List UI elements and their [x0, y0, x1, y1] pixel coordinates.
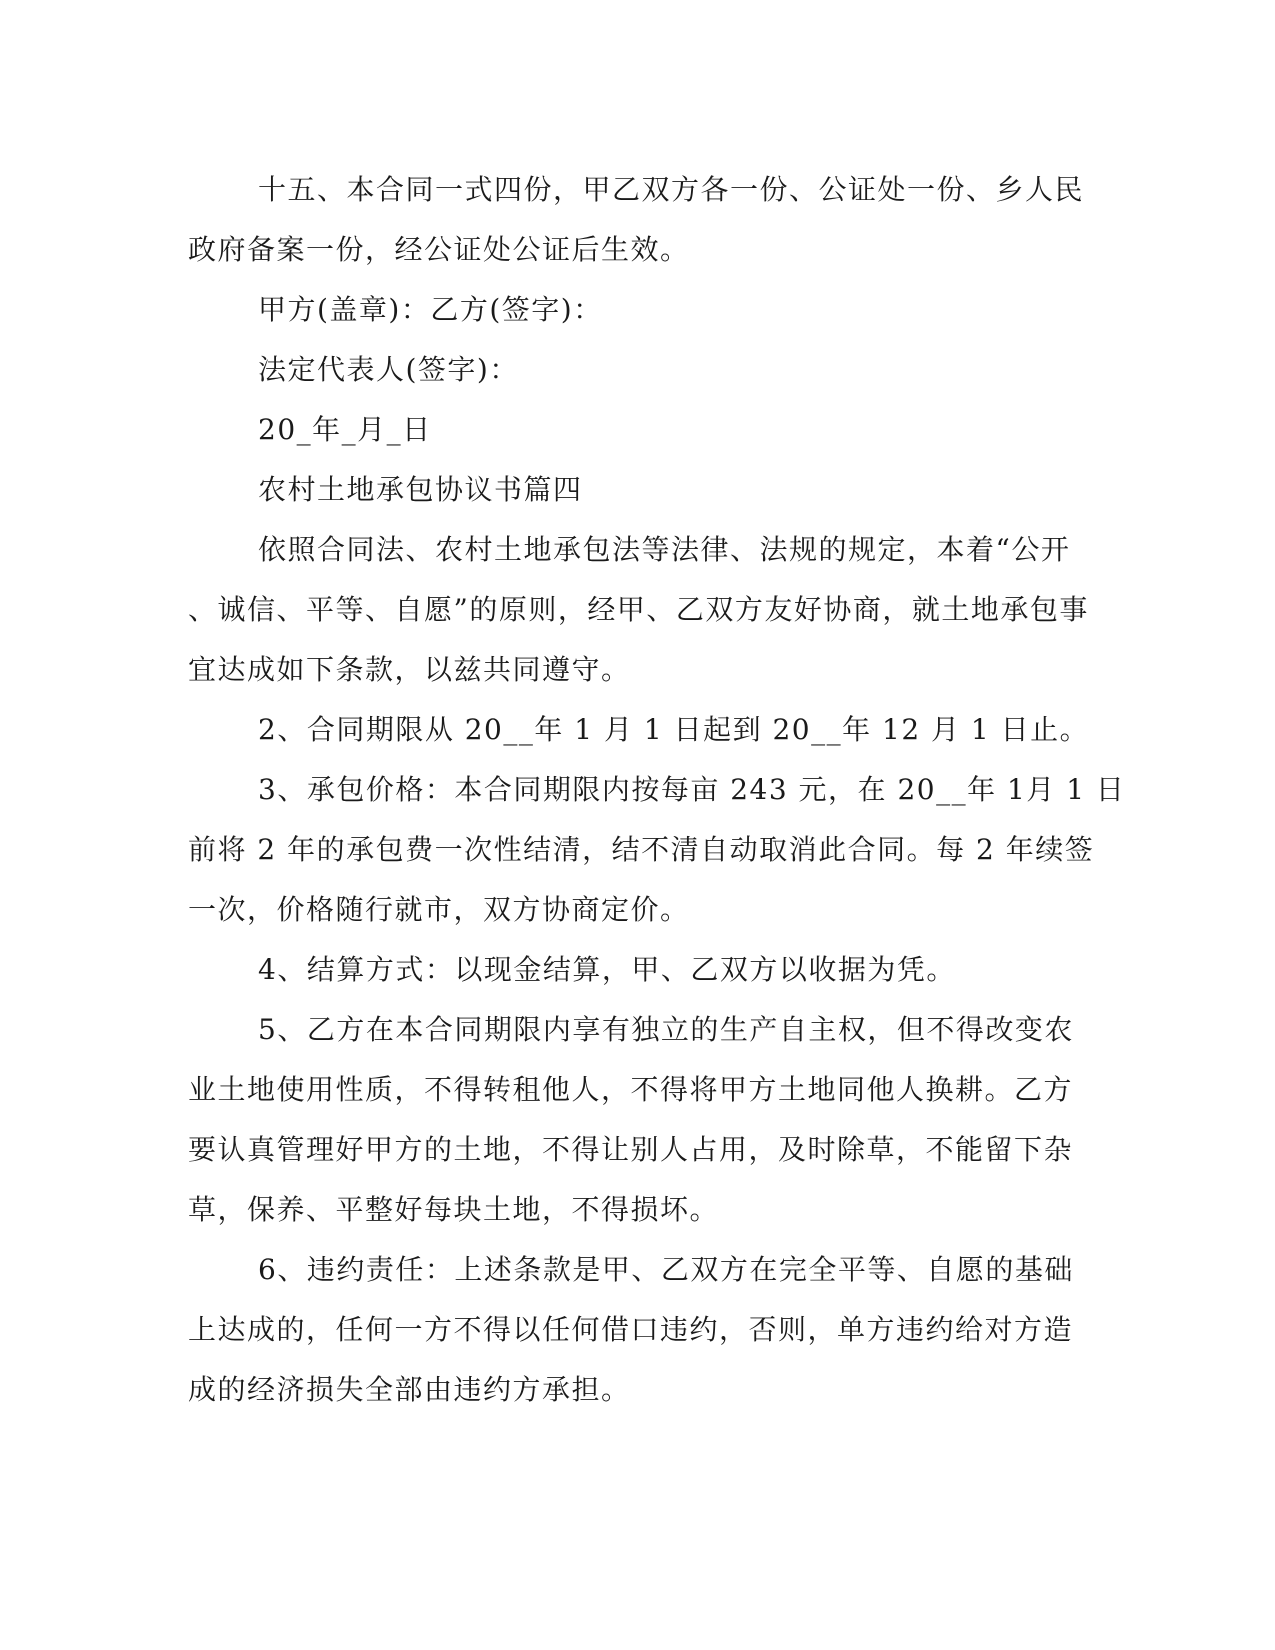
text-line: 前将 2 年的承包费一次性结清，结不清自动取消此合同。每 2 年续签 [188, 833, 1095, 866]
clause-3: 3、承包价格：本合同期限内按每亩 243 元，在 20__年 1月 1 日 [258, 773, 1126, 806]
text-line: 、诚信、平等、自愿”的原则，经甲、乙双方友好协商，就土地承包事 [188, 593, 1089, 626]
section-heading: 农村土地承包协议书篇四 [258, 473, 583, 506]
signature-line-representative: 法定代表人(签字)： [258, 353, 519, 386]
clause-5: 5、乙方在本合同期限内享有独立的生产自主权，但不得改变农 [258, 1013, 1074, 1046]
clause-4: 4、结算方式：以现金结算，甲、乙双方以收据为凭。 [258, 953, 956, 986]
text-line: 草，保养、平整好每块土地，不得损坏。 [188, 1193, 720, 1226]
clause-6: 6、违约责任：上述条款是甲、乙双方在完全平等、自愿的基础 [258, 1253, 1074, 1286]
text-line: 要认真管理好甲方的土地，不得让别人占用，及时除草，不能留下杂 [188, 1133, 1074, 1166]
document-body [188, 160, 1126, 1420]
text-line: 宜达成如下条款，以兹共同遵守。 [188, 653, 631, 686]
text-line: 十五、本合同一式四份，甲乙双方各一份、公证处一份、乡人民 [258, 173, 1085, 206]
signature-line-parties: 甲方(盖章)：乙方(签字)： [258, 293, 603, 326]
text-line: 成的经济损失全部由违约方承担。 [188, 1373, 631, 1406]
text-line: 业土地使用性质，不得转租他人，不得将甲方土地同他人换耕。乙方 [188, 1073, 1074, 1106]
clause-2: 2、合同期限从 20__年 1 月 1 日起到 20__年 12 月 1 日止。 [258, 713, 1090, 746]
date-line: 20_年_月_日 [258, 413, 432, 446]
text-line: 一次，价格随行就市，双方协商定价。 [188, 893, 690, 926]
text-line: 上达成的，任何一方不得以任何借口违约，否则，单方违约给对方造 [188, 1313, 1074, 1346]
text-line: 依照合同法、农村土地承包法等法律、法规的规定，本着“公开 [258, 533, 1071, 566]
text-line: 政府备案一份，经公证处公证后生效。 [188, 233, 690, 266]
